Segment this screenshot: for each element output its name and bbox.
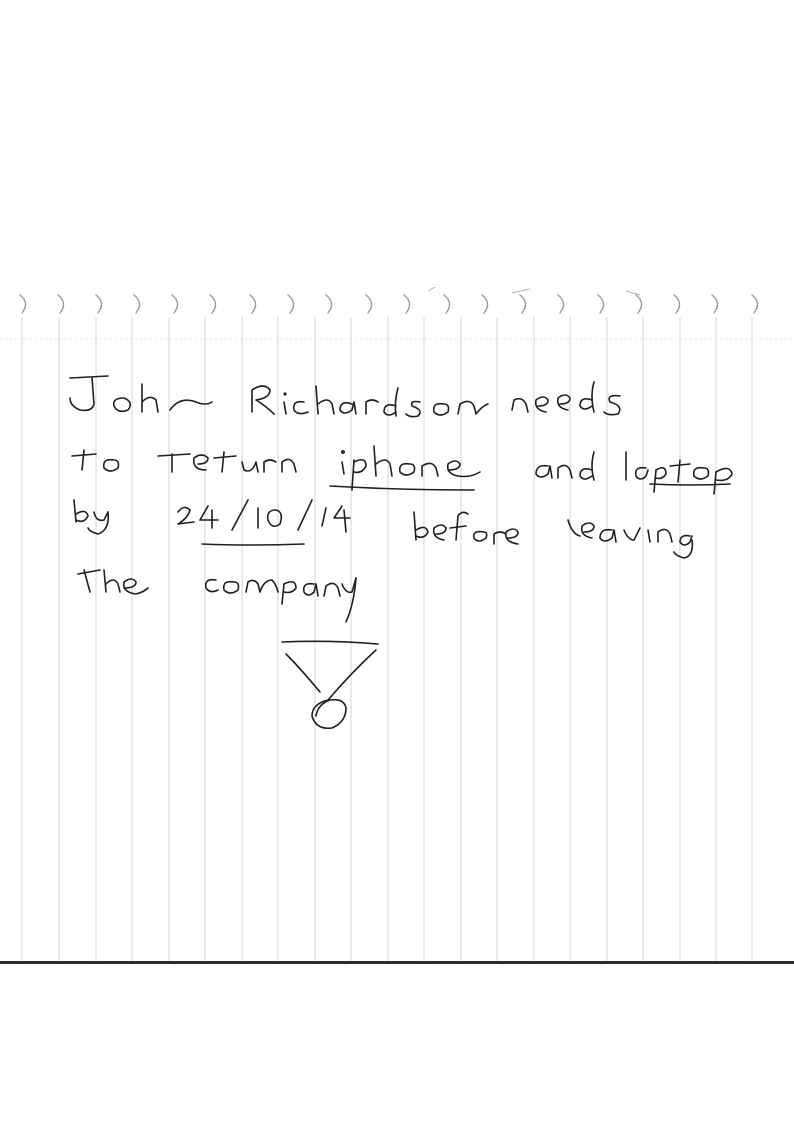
signature-ink xyxy=(282,641,378,728)
note-line-4-ink xyxy=(78,570,356,622)
note-line-2-ink xyxy=(72,446,732,494)
note-line-1-ink xyxy=(70,376,620,417)
note-line-1 xyxy=(0,0,1,1)
note-line-3-ink xyxy=(74,500,692,558)
